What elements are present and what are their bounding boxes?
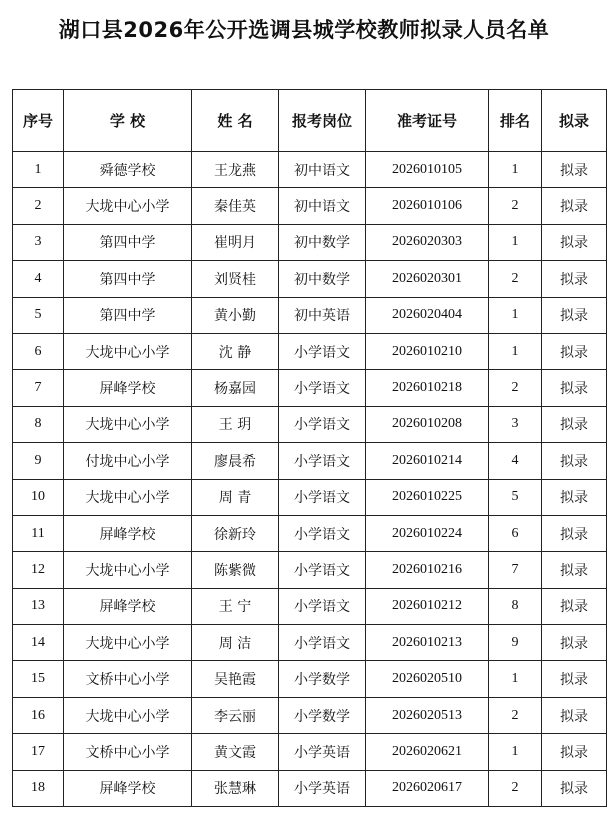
cell-name: 崔明月: [192, 224, 279, 260]
header-ticket: 准考证号: [366, 90, 489, 152]
table-row: [13, 297, 607, 333]
roster-table: [12, 89, 607, 807]
cell-result: 拟录: [542, 443, 607, 479]
cell-school: 文桥中心小学: [64, 661, 192, 697]
cell-index: 12: [13, 552, 64, 588]
cell-name: 黄文霞: [192, 734, 279, 770]
cell-ticket: 2026010216: [366, 552, 489, 588]
cell-index: 10: [13, 479, 64, 515]
cell-result: 拟录: [542, 697, 607, 733]
table-row: [13, 588, 607, 624]
cell-result: 拟录: [542, 333, 607, 369]
table-row: [13, 552, 607, 588]
cell-index: 16: [13, 697, 64, 733]
cell-name: 刘贤桂: [192, 261, 279, 297]
page-title: 湖口县2026年公开选调县城学校教师拟录人员名单: [58, 18, 550, 42]
cell-rank: 1: [489, 333, 542, 369]
cell-result: 拟录: [542, 406, 607, 442]
cell-ticket: 2026020513: [366, 697, 489, 733]
cell-rank: 2: [489, 188, 542, 224]
cell-rank: 2: [489, 770, 542, 806]
cell-result: 拟录: [542, 734, 607, 770]
cell-result: 拟录: [542, 370, 607, 406]
cell-name: 王 宁: [192, 588, 279, 624]
cell-school: 大垅中心小学: [64, 625, 192, 661]
cell-position: 初中语文: [279, 152, 366, 188]
table-row: [13, 443, 607, 479]
cell-ticket: 2026010225: [366, 479, 489, 515]
cell-name: 张慧琳: [192, 770, 279, 806]
table-row: [13, 188, 607, 224]
cell-school: 文桥中心小学: [64, 734, 192, 770]
cell-name: 沈 静: [192, 333, 279, 369]
cell-ticket: 2026010214: [366, 443, 489, 479]
cell-result: 拟录: [542, 188, 607, 224]
cell-result: 拟录: [542, 552, 607, 588]
cell-index: 17: [13, 734, 64, 770]
table-row: [13, 515, 607, 551]
cell-index: 11: [13, 515, 64, 551]
cell-school: 屏峰学校: [64, 515, 192, 551]
cell-result: 拟录: [542, 588, 607, 624]
cell-index: 4: [13, 261, 64, 297]
cell-ticket: 2026010210: [366, 333, 489, 369]
cell-name: 黄小勤: [192, 297, 279, 333]
table-row: [13, 224, 607, 260]
cell-index: 5: [13, 297, 64, 333]
cell-ticket: 2026020617: [366, 770, 489, 806]
cell-rank: 8: [489, 588, 542, 624]
cell-position: 小学语文: [279, 443, 366, 479]
table-row: [13, 661, 607, 697]
cell-school: 大垅中心小学: [64, 479, 192, 515]
cell-name: 秦佳英: [192, 188, 279, 224]
cell-school: 第四中学: [64, 261, 192, 297]
header-rank: 排名: [489, 90, 542, 152]
header-result: 拟录: [542, 90, 607, 152]
cell-result: 拟录: [542, 479, 607, 515]
cell-name: 廖晨希: [192, 443, 279, 479]
cell-rank: 5: [489, 479, 542, 515]
table-header-row: [13, 90, 607, 152]
cell-name: 王 玥: [192, 406, 279, 442]
cell-position: 小学语文: [279, 588, 366, 624]
cell-ticket: 2026010224: [366, 515, 489, 551]
cell-rank: 7: [489, 552, 542, 588]
cell-position: 小学语文: [279, 625, 366, 661]
cell-position: 小学语文: [279, 515, 366, 551]
cell-school: 屏峰学校: [64, 588, 192, 624]
cell-position: 初中语文: [279, 188, 366, 224]
cell-name: 王龙燕: [192, 152, 279, 188]
cell-rank: 3: [489, 406, 542, 442]
cell-rank: 4: [489, 443, 542, 479]
cell-school: 付垅中心小学: [64, 443, 192, 479]
cell-index: 15: [13, 661, 64, 697]
cell-index: 2: [13, 188, 64, 224]
cell-rank: 1: [489, 661, 542, 697]
cell-position: 小学语文: [279, 479, 366, 515]
cell-position: 小学语文: [279, 406, 366, 442]
cell-ticket: 2026020301: [366, 261, 489, 297]
cell-ticket: 2026010105: [366, 152, 489, 188]
cell-ticket: 2026020404: [366, 297, 489, 333]
cell-result: 拟录: [542, 297, 607, 333]
cell-position: 小学语文: [279, 552, 366, 588]
table-row: [13, 370, 607, 406]
table-row: [13, 479, 607, 515]
cell-ticket: 2026010218: [366, 370, 489, 406]
cell-rank: 2: [489, 261, 542, 297]
cell-position: 初中英语: [279, 297, 366, 333]
cell-rank: 2: [489, 697, 542, 733]
cell-result: 拟录: [542, 515, 607, 551]
cell-rank: 1: [489, 224, 542, 260]
cell-school: 舜德学校: [64, 152, 192, 188]
cell-ticket: 2026010208: [366, 406, 489, 442]
cell-index: 18: [13, 770, 64, 806]
cell-name: 吴艳霞: [192, 661, 279, 697]
cell-school: 屏峰学校: [64, 770, 192, 806]
cell-school: 大垅中心小学: [64, 406, 192, 442]
header-name: 姓 名: [192, 90, 279, 152]
table-row: [13, 697, 607, 733]
cell-index: 1: [13, 152, 64, 188]
cell-index: 9: [13, 443, 64, 479]
cell-position: 小学英语: [279, 770, 366, 806]
cell-school: 大垅中心小学: [64, 188, 192, 224]
header-position: 报考岗位: [279, 90, 366, 152]
table-row: [13, 261, 607, 297]
cell-name: 杨嘉园: [192, 370, 279, 406]
table-row: [13, 770, 607, 806]
cell-index: 8: [13, 406, 64, 442]
cell-ticket: 2026010106: [366, 188, 489, 224]
cell-result: 拟录: [542, 661, 607, 697]
cell-name: 周 青: [192, 479, 279, 515]
cell-position: 小学数学: [279, 661, 366, 697]
cell-index: 13: [13, 588, 64, 624]
cell-school: 屏峰学校: [64, 370, 192, 406]
cell-school: 大垅中心小学: [64, 333, 192, 369]
cell-ticket: 2026010212: [366, 588, 489, 624]
header-school: 学 校: [64, 90, 192, 152]
cell-result: 拟录: [542, 625, 607, 661]
cell-ticket: 2026010213: [366, 625, 489, 661]
table-body: [13, 152, 607, 807]
cell-result: 拟录: [542, 261, 607, 297]
cell-position: 小学英语: [279, 734, 366, 770]
cell-result: 拟录: [542, 152, 607, 188]
cell-school: 大垅中心小学: [64, 552, 192, 588]
cell-position: 初中数学: [279, 261, 366, 297]
cell-index: 3: [13, 224, 64, 260]
cell-school: 第四中学: [64, 224, 192, 260]
cell-school: 大垅中心小学: [64, 697, 192, 733]
cell-school: 第四中学: [64, 297, 192, 333]
cell-index: 14: [13, 625, 64, 661]
cell-name: 周 洁: [192, 625, 279, 661]
cell-index: 6: [13, 333, 64, 369]
cell-ticket: 2026020621: [366, 734, 489, 770]
cell-rank: 6: [489, 515, 542, 551]
table-row: [13, 152, 607, 188]
cell-result: 拟录: [542, 224, 607, 260]
cell-rank: 1: [489, 152, 542, 188]
cell-position: 小学语文: [279, 333, 366, 369]
cell-rank: 1: [489, 297, 542, 333]
cell-position: 小学数学: [279, 697, 366, 733]
cell-result: 拟录: [542, 770, 607, 806]
cell-rank: 9: [489, 625, 542, 661]
table-row: [13, 333, 607, 369]
header-index: 序号: [13, 90, 64, 152]
cell-rank: 2: [489, 370, 542, 406]
cell-ticket: 2026020303: [366, 224, 489, 260]
cell-name: 徐新玲: [192, 515, 279, 551]
table-row: [13, 734, 607, 770]
table-row: [13, 625, 607, 661]
cell-index: 7: [13, 370, 64, 406]
cell-position: 小学语文: [279, 370, 366, 406]
cell-name: 陈紫微: [192, 552, 279, 588]
cell-name: 李云丽: [192, 697, 279, 733]
cell-rank: 1: [489, 734, 542, 770]
table-row: [13, 406, 607, 442]
cell-ticket: 2026020510: [366, 661, 489, 697]
cell-position: 初中数学: [279, 224, 366, 260]
